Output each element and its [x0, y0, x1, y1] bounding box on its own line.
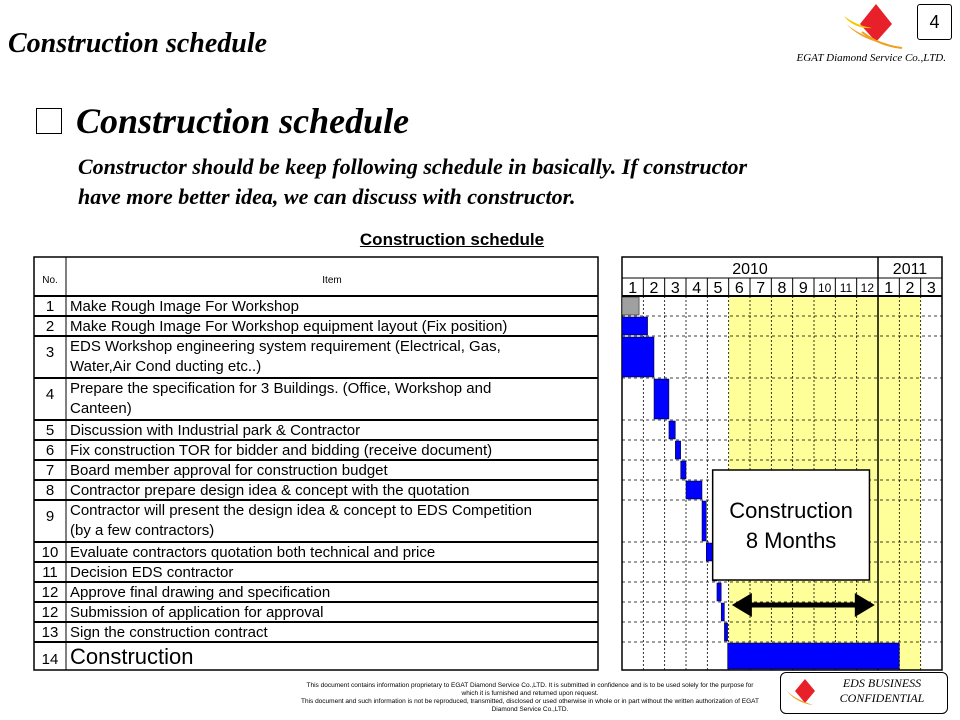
task-bar: [669, 421, 675, 439]
row-number: 11: [42, 564, 58, 581]
row-number: 14: [41, 651, 59, 668]
task-bar: [654, 379, 669, 419]
row-number: 9: [45, 508, 55, 525]
egat-small-logo-icon: [785, 677, 821, 714]
row-item-text: Sign the construction contract: [70, 624, 268, 641]
schedule-title-text: Construction schedule: [359, 230, 545, 249]
notice-line-2: This document and such information is not be reproduced, transmitted, disclosed or used otherwise in whole or in part without the written authorization of EGAT Diamond Service Co.,LTD.: [300, 698, 759, 713]
row-item-text: Discussion with Industrial park & Contractor: [70, 422, 361, 439]
company-name: EGAT Diamond Service Co.,LTD.: [796, 52, 946, 64]
row-item-text: Canteen): [70, 400, 132, 417]
task-bar: [622, 317, 648, 335]
row-item-text: Construction: [70, 644, 194, 669]
month-label: 12: [860, 281, 875, 295]
task-bar: [721, 603, 724, 621]
month-label: 4: [692, 280, 702, 297]
month-label: 3: [926, 280, 936, 297]
row-number: 8: [45, 482, 55, 499]
confidential-badge: [780, 672, 948, 714]
row-item-text: Board member approval for construction budget: [70, 462, 388, 479]
month-label: 10: [817, 281, 832, 295]
month-label: 9: [798, 280, 808, 297]
badge-line-1: EDS BUSINESS: [842, 676, 922, 690]
row-item-text: EDS Workshop engineering system requirement (Electrical, Gas,: [70, 338, 501, 355]
month-label: 1: [884, 280, 894, 297]
month-label: 2: [649, 280, 659, 297]
confidentiality-notice: [300, 682, 760, 714]
row-number: 1: [45, 298, 55, 315]
task-bar: [702, 501, 706, 541]
row-item-text: Make Rough Image For Workshop equipment layout (Fix position): [70, 318, 508, 335]
task-bar: [717, 583, 721, 601]
badge-text: [823, 676, 941, 706]
task-bar: [622, 337, 654, 377]
year-label: 2010: [732, 261, 768, 278]
month-label: 2: [905, 280, 915, 297]
row-number: 10: [41, 544, 59, 561]
task-bar: [675, 441, 680, 459]
row-item-text: Prepare the specification for 3 Buildings. (Office, Workshop and: [70, 380, 492, 397]
callout-line-1: Construction: [729, 498, 853, 523]
row-item-text: Approve final drawing and specification: [70, 584, 331, 601]
row-number: 6: [45, 442, 55, 459]
task-bar: [724, 623, 727, 641]
row-item-text: Contractor prepare design idea & concept with the quotation: [70, 482, 470, 499]
year-label: 2011: [892, 261, 928, 278]
row-item-text: Fix construction TOR for bidder and bidding (receive document): [70, 442, 493, 459]
col-no-header: No.: [42, 275, 58, 286]
row-number: 5: [45, 422, 55, 439]
intro-line-1: Constructor should be keep following schedule in basically. If constructor: [78, 154, 748, 179]
task-bar: [622, 297, 639, 315]
task-bar: [728, 643, 900, 669]
col-item-header: Item: [322, 275, 342, 286]
row-number: 12: [41, 604, 59, 621]
construction-callout: [713, 470, 870, 580]
row-item-text: (by a few contractors): [70, 522, 215, 539]
row-number: 2: [45, 318, 55, 335]
month-label: 11: [839, 281, 853, 295]
header-title: Construction schedule: [8, 28, 268, 59]
row-number: 12: [41, 584, 59, 601]
row-number: 7: [45, 462, 55, 479]
row-item-text: Contractor will present the design idea & concept to EDS Competition: [70, 502, 532, 519]
notice-line-1: This document contains information proprietary to EGAT Diamond Service Co.,LTD. It is submitted in confidence and is to be used solely for the purpose for which it is furnished and returned upon request.: [306, 682, 754, 697]
row-item-text: Evaluate contractors quotation both technical and price: [70, 544, 436, 561]
month-label: 5: [713, 280, 723, 297]
task-bar: [706, 543, 712, 561]
month-label: 6: [734, 280, 744, 297]
month-label: 1: [628, 280, 638, 297]
row-item-text: Make Rough Image For Workshop: [70, 298, 299, 315]
badge-line-2: CONFIDENTIAL: [839, 691, 925, 705]
month-label: 3: [670, 280, 680, 297]
row-item-text: Water,Air Cond ducting etc..): [70, 358, 262, 375]
row-number: 13: [41, 624, 59, 641]
section-title-text: Construction schedule: [76, 101, 410, 141]
month-label: 7: [756, 280, 766, 297]
row-number: 4: [45, 386, 55, 403]
callout-line-2: 8 Months: [745, 528, 837, 553]
row-item-text: Decision EDS contractor: [70, 564, 234, 581]
month-label: 8: [777, 280, 787, 297]
intro-line-2: have more better idea, we can discuss with constructor.: [78, 184, 576, 209]
row-item-text: Submission of application for approval: [70, 604, 324, 621]
row-number: 3: [45, 344, 55, 361]
task-bar: [681, 461, 686, 479]
page-number: 4: [917, 4, 952, 40]
task-bar: [686, 481, 702, 499]
